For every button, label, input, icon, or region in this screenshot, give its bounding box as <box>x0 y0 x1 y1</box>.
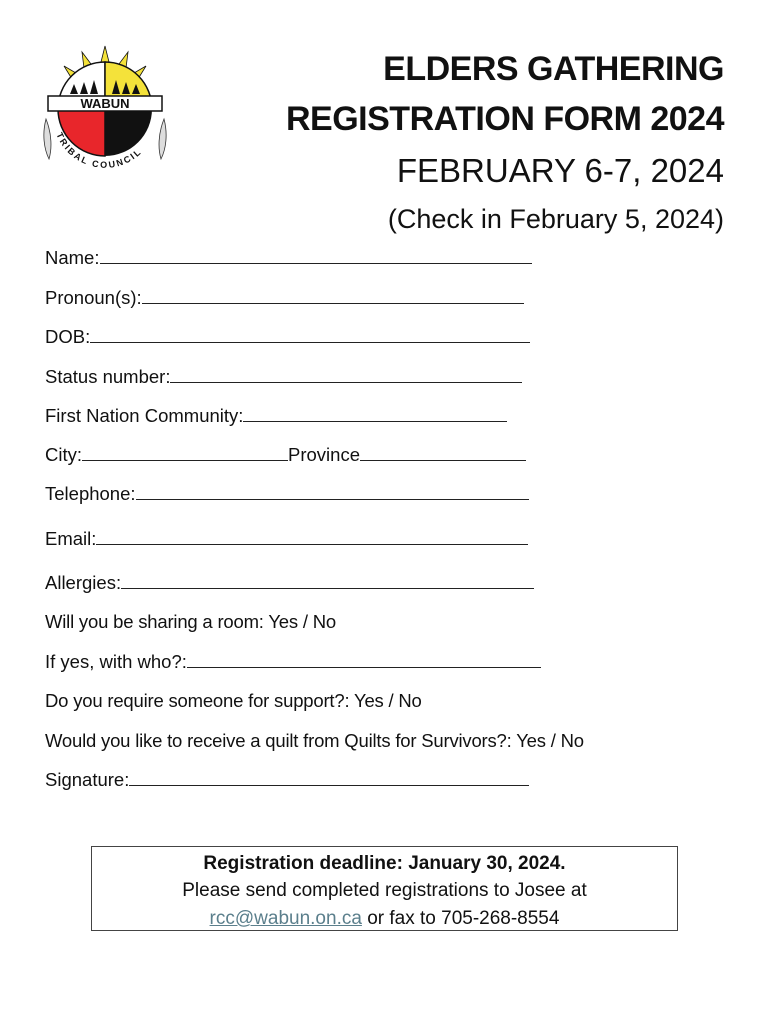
telephone-line[interactable] <box>136 482 529 500</box>
name-line[interactable] <box>100 246 532 264</box>
status-number-label: Status number: <box>45 366 171 387</box>
name-field <box>45 246 532 270</box>
pronouns-label: Pronoun(s): <box>45 287 142 308</box>
allergies-label: Allergies: <box>45 572 122 593</box>
allergies-field <box>45 571 534 595</box>
telephone-label: Telephone: <box>45 483 136 504</box>
telephone-field <box>45 482 529 506</box>
pronouns-field <box>45 286 524 310</box>
province-label: Province <box>288 444 360 465</box>
community-field <box>45 404 507 428</box>
email-line[interactable] <box>96 527 528 545</box>
dob-field <box>45 325 530 349</box>
medicine-wheel-logo-icon <box>48 46 162 170</box>
status-number-line[interactable] <box>170 365 522 383</box>
dob-line[interactable] <box>90 325 530 343</box>
quilt-question: Would you like to receive a quilt from Quilts for Survivors?: Yes / No <box>45 730 584 751</box>
support-question: Do you require someone for support?: Yes / No <box>45 690 422 711</box>
check-in-date: (Check in February 5, 2024) <box>387 204 724 234</box>
community-label: First Nation Community: <box>45 405 244 426</box>
city-label: City: <box>45 444 82 465</box>
signature-line[interactable] <box>129 768 529 786</box>
contact-line <box>92 905 677 933</box>
title-line-1: ELDERS GATHERING <box>383 50 724 88</box>
email-label: Email: <box>45 528 97 549</box>
wabun-logo <box>40 44 170 174</box>
pronouns-line[interactable] <box>142 286 524 304</box>
signature-label: Signature: <box>45 769 130 790</box>
svg-text:WABUN: WABUN <box>80 96 130 111</box>
city-line[interactable] <box>82 443 288 461</box>
with-who-field <box>45 650 541 674</box>
registration-notice <box>91 846 678 931</box>
email-field <box>45 527 528 551</box>
city-province-field <box>45 443 526 467</box>
signature-field <box>45 768 529 792</box>
community-line[interactable] <box>243 404 507 422</box>
fax-text: or fax to 705-268-8554 <box>361 908 560 929</box>
send-instructions: Please send completed registrations to Josee at <box>182 880 587 901</box>
svg-text:TRIBAL COUNCIL: TRIBAL COUNCIL <box>54 130 144 170</box>
email-link[interactable]: rcc@wabun.on.ca <box>209 908 362 929</box>
province-line[interactable] <box>360 443 526 461</box>
allergies-line[interactable] <box>121 571 534 589</box>
title-line-2: REGISTRATION FORM 2024 <box>286 100 724 138</box>
event-dates: FEBRUARY 6-7, 2024 <box>396 152 724 189</box>
with-who-line[interactable] <box>187 650 541 668</box>
status-number-field <box>45 365 522 389</box>
sharing-room-question: Will you be sharing a room: Yes / No <box>45 611 337 632</box>
name-label: Name: <box>45 247 100 268</box>
dob-label: DOB: <box>45 326 91 347</box>
deadline-text: Registration deadline: January 30, 2024. <box>203 853 566 874</box>
with-who-label: If yes, with who?: <box>45 651 187 672</box>
